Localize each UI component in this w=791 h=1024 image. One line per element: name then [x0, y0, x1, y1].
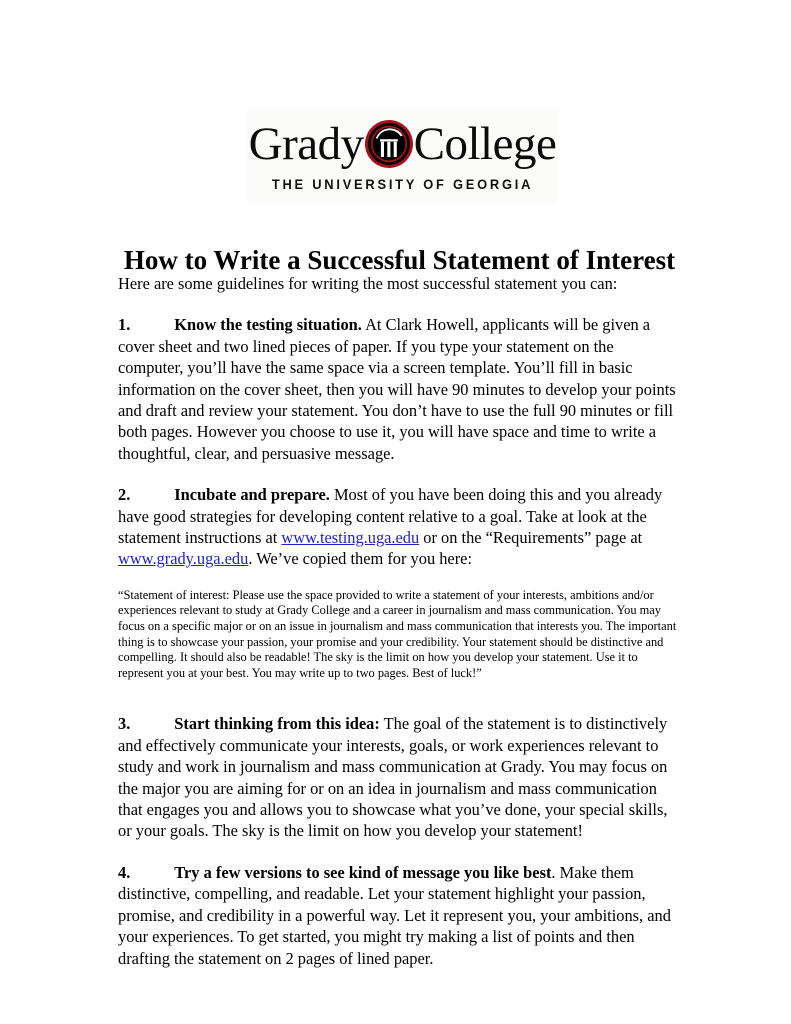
link-grady-uga-edu[interactable]: www.grady.uga.edu: [118, 549, 249, 569]
paragraph-3-body: The goal of the statement is to distinctively and effectively communicate your interests, goals, or work experiences relevant to study and work in journalism and mass communication at Grady. You may focus on the major you are aiming for or on an idea in journalism and mass communication that engages you and allows you to showcase what you’ve done, your special skills, or your goals. The sky is the limit on how you develop your statement!: [118, 714, 668, 841]
intro-text: Here are some guidelines for writing the most successful statement you can:: [118, 274, 618, 293]
paragraph-3-number: 3.: [118, 714, 131, 734]
paragraph-1-lead: Know the testing situation.: [174, 315, 362, 335]
paragraph-1-number: 1.: [118, 315, 131, 335]
paragraph-4-number: 4.: [118, 862, 131, 882]
paragraph-3-lead: Start thinking from this idea:: [174, 714, 380, 734]
logo-word-college: College: [413, 117, 557, 170]
paragraph-1-body: At Clark Howell, applicants will be given a cover sheet and two lined pieces of paper. If you type your statement on the computer, you’ll have the same space via a screen template. You’ll fill in basic information on the cover sheet, then you will have 90 minutes to develop your points and draft and review your statement. You don’t have to use the full 90 minutes or fill both pages. However you choose to use it, you will have space and time to write a thoughtful, clear, and persuasive message.: [118, 315, 676, 463]
paragraph-2-body-before-link: Most of you have been doing this and you already have good strategies for developing content relative to a goal. Take at look at the statement instructions at: [118, 485, 663, 548]
grady-college-arch-mark-icon: [364, 119, 414, 169]
quoted-statement-block: “Statement of interest: Please use the space provided to write a statement of your interests, ambitions and/or experiences relevant to study at Grady College and a career in journalism and mass communication. You may focus on a specific major or on an issue in journalism and mass communication that interests you. The important thing is to showcase your passion, your promise and your credibility. Your statement should be distinctive and compelling. It should also be readable! The sky is the limit on how you develop your statement. Use it to represent you at your best. You may write up to two pages. Best of luck!”: [118, 587, 677, 680]
paragraph-4-lead: Try a few versions to see kind of message you like best: [174, 862, 552, 882]
paragraph-2-body-between-links: or on the “Requirements” page at: [419, 528, 643, 548]
paragraph-1: [118, 314, 682, 464]
paragraph-4-body: . Make them distinctive, compelling, and readable. Let your statement highlight your passion, promise, and credibility in a powerful way. Let it represent you, your ambitions, and your experiences. To get started, you might try making a list of points and then drafting the statement on 2 pages of lined paper.: [118, 862, 671, 968]
logo-word-grady: Grady: [248, 117, 364, 170]
logo-tagline: THE UNIVERSITY OF GEORGIA: [271, 176, 534, 192]
link-testing-uga-edu[interactable]: www.testing.uga.edu: [281, 528, 420, 548]
paragraph-2-lead: Incubate and prepare.: [174, 485, 330, 505]
logo-wordmark-row: [247, 113, 558, 175]
paragraph-2-number: 2.: [118, 485, 131, 505]
paragraph-2-body-after-link: . We’ve copied them for you here:: [248, 549, 472, 569]
intro-paragraph: [118, 273, 682, 294]
paragraph-4: [118, 862, 682, 969]
paragraph-2: [118, 484, 682, 570]
document-body: [118, 273, 682, 969]
page-title: How to Write a Successful Statement of Interest: [123, 245, 676, 276]
paragraph-3: [118, 713, 682, 841]
grady-college-logo: [247, 111, 558, 204]
